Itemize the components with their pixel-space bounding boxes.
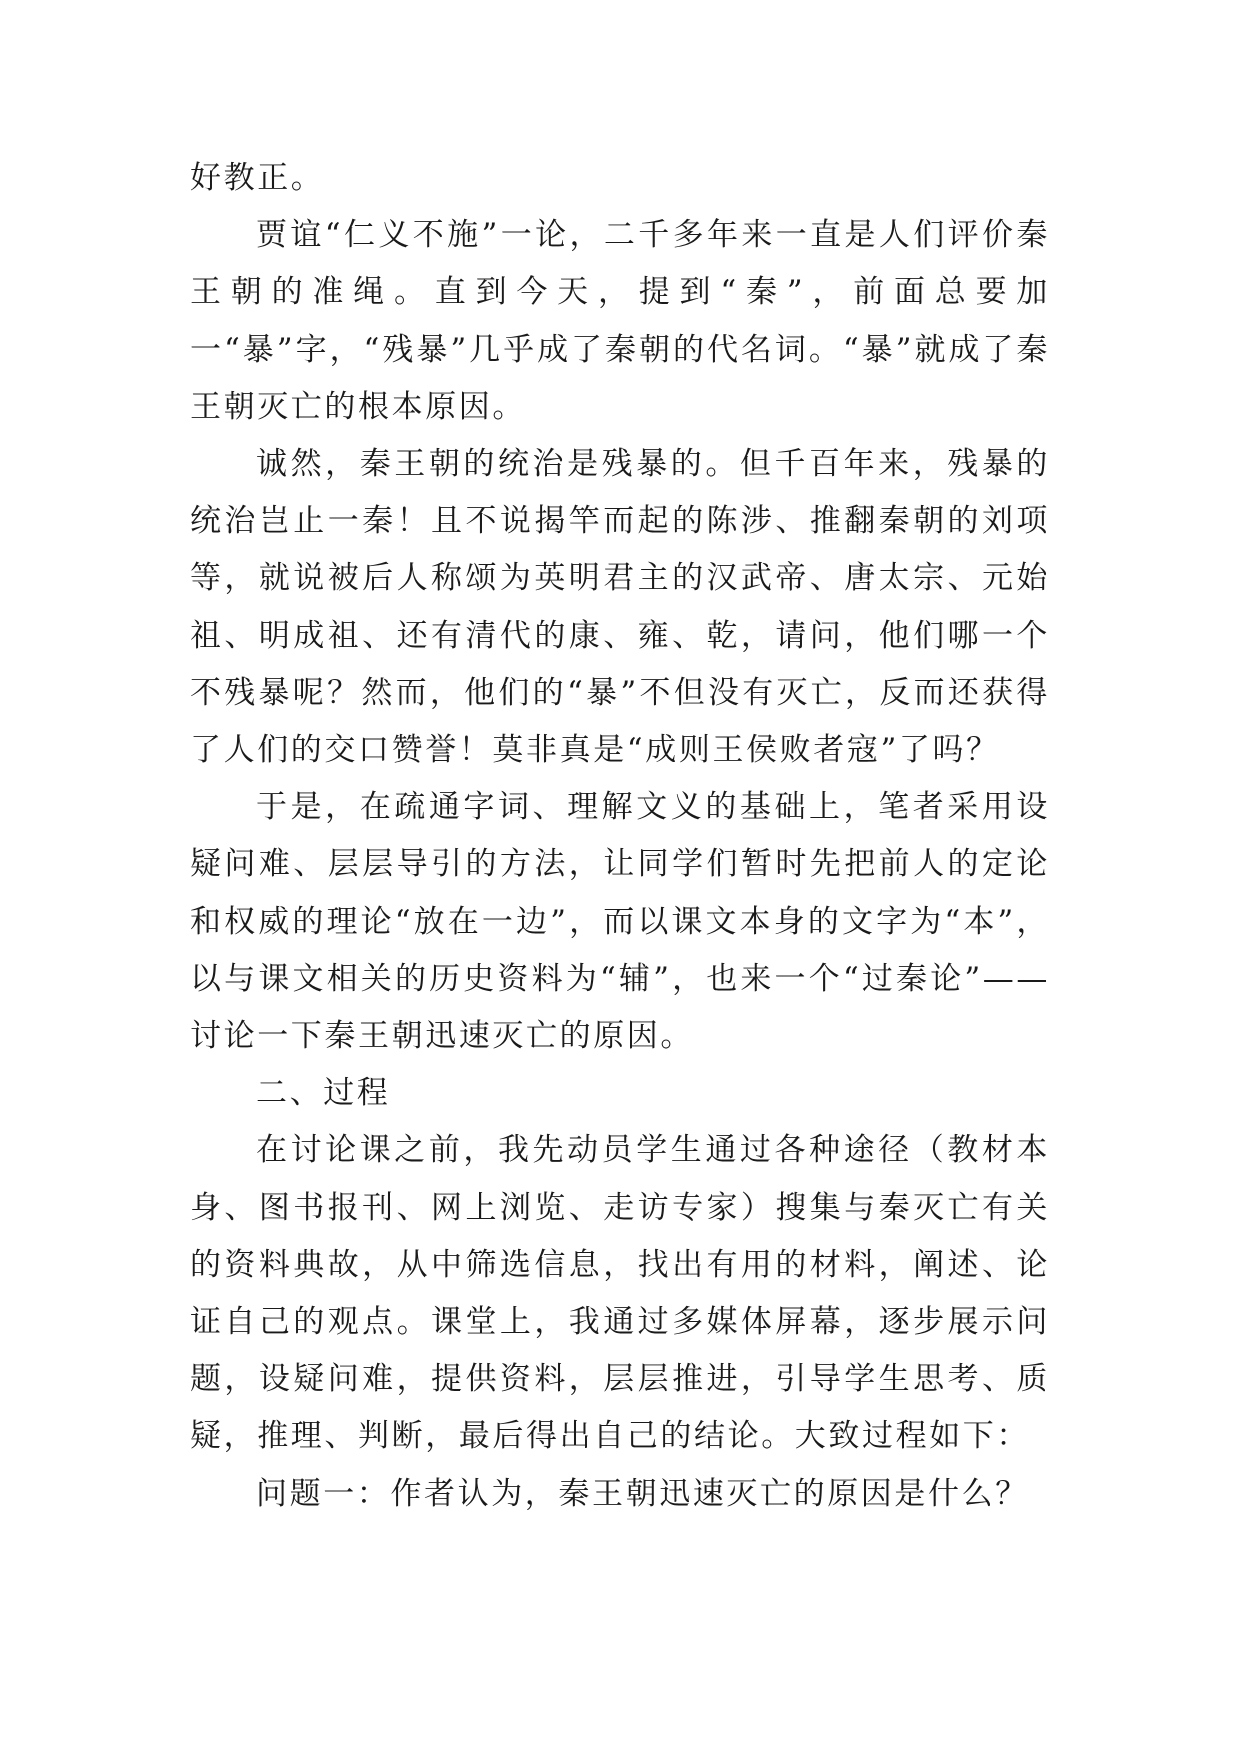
paragraph-process-description: 在讨论课之前，我先动员学生通过各种途径（教材本身、图书报刊、网上浏览、走访专家）搜集与秦灭亡有关的资料典故，从中筛选信息，找出有用的材料，阐述、论证自己的观点。课堂上，我通过多媒体屏幕，逐步展示问题，设疑问难，提供资料，层层推进，引导学生思考、质疑，推理、判断，最后得出自己的结论。大致过程如下： (190, 1132, 1050, 1455)
paragraph-question-one: 问题一：作者认为，秦王朝迅速灭亡的原因是什么？ (256, 1475, 1029, 1512)
body-text (190, 150, 1050, 1523)
paragraph-jiayi-argument: 贾谊“仁义不施”一论，二千多年来一直是人们评价秦王朝的准绳。直到今天，提到“秦”，前面总要加一“暴”字，“残暴”几乎成了秦朝的代名词。“暴”就成了秦王朝灭亡的根本原因。 (190, 217, 1050, 425)
paragraph-method: 于是，在疏通字词、理解文义的基础上，笔者采用设疑问难、层层导引的方法，让同学们暂时先把前人的定论和权威的理论“放在一边”，而以课文本身的文字为“本”，以与课文相关的历史资料为“辅”，也来一个“过秦论”——讨论一下秦王朝迅速灭亡的原因。 (190, 789, 1050, 1055)
paragraph-continuation: 好教正。 (190, 160, 325, 196)
paragraph-tyranny-question: 诚然，秦王朝的统治是残暴的。但千百年来，残暴的统治岂止一秦！且不说揭竿而起的陈涉、推翻秦朝的刘项等，就说被后人称颂为英明君主的汉武帝、唐太宗、元始祖、明成祖、还有清代的康、雍、乾，请问，他们哪一个不残暴呢？然而，他们的“暴”不但没有灭亡，反而还获得了人们的交口赞誉！莫非真是“成则王侯败者寇”了吗？ (190, 446, 1050, 769)
section-heading-process: 二、过程 (256, 1075, 391, 1112)
